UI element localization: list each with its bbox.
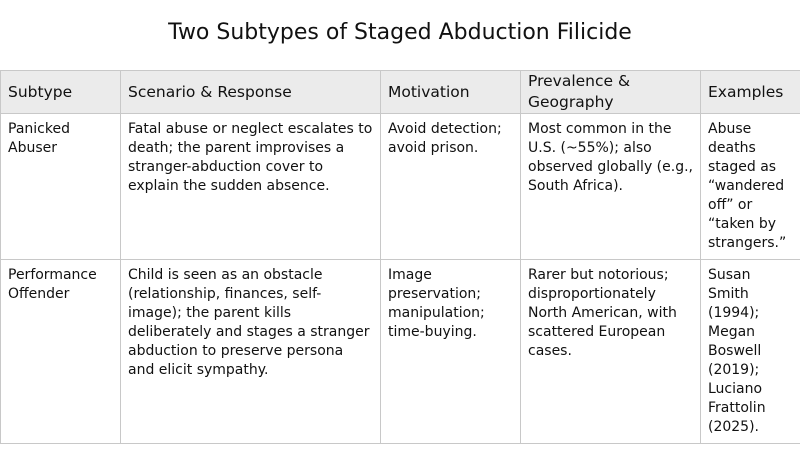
table-row (1, 260, 800, 444)
cell-prevalence (521, 260, 701, 444)
column-header-prevalence: Prevalence & Geography (521, 71, 701, 114)
cell-text: Performance Offender (8, 267, 97, 302)
table-header-row (1, 71, 800, 114)
subtypes-table (0, 70, 800, 444)
column-header-subtype: Subtype (1, 71, 121, 114)
cell-prevalence (521, 114, 701, 260)
page-title: Two Subtypes of Staged Abduction Filicide (168, 20, 632, 45)
column-header-examples: Examples (701, 71, 800, 114)
cell-scenario (121, 114, 381, 260)
cell-motivation (381, 114, 521, 260)
table-row (1, 114, 800, 260)
cell-examples (701, 114, 800, 260)
cell-text: Susan Smith (1994); Megan Boswell (2019); Luciano Frattolin (2025). (708, 267, 766, 435)
cell-motivation (381, 260, 521, 444)
cell-text: Image preservation; manipulation; time-buying. (388, 267, 485, 340)
column-header-scenario: Scenario & Response (121, 71, 381, 114)
cell-text: Abuse deaths staged as “wandered off” or “taken by strangers.” (708, 121, 787, 251)
cell-subtype (1, 260, 121, 444)
cell-text: Child is seen as an obstacle (relationship, finances, self-image); the parent kills deliberately and stages a stranger abduction to preserve persona and elicit sympathy. (128, 267, 370, 378)
cell-scenario (121, 260, 381, 444)
cell-text: Avoid detection; avoid prison. (388, 121, 502, 156)
cell-text: Rarer but notorious; disproportionately North American, with scattered European cases. (528, 267, 677, 359)
cell-examples (701, 260, 800, 444)
column-header-motivation: Motivation (381, 71, 521, 114)
cell-text: Panicked Abuser (8, 121, 70, 156)
cell-text: Fatal abuse or neglect escalates to death; the parent improvises a stranger-abduction cover to explain the sudden absence. (128, 121, 373, 194)
cell-text: Most common in the U.S. (~55%); also observed globally (e.g., South Africa). (528, 121, 693, 194)
cell-subtype (1, 114, 121, 260)
